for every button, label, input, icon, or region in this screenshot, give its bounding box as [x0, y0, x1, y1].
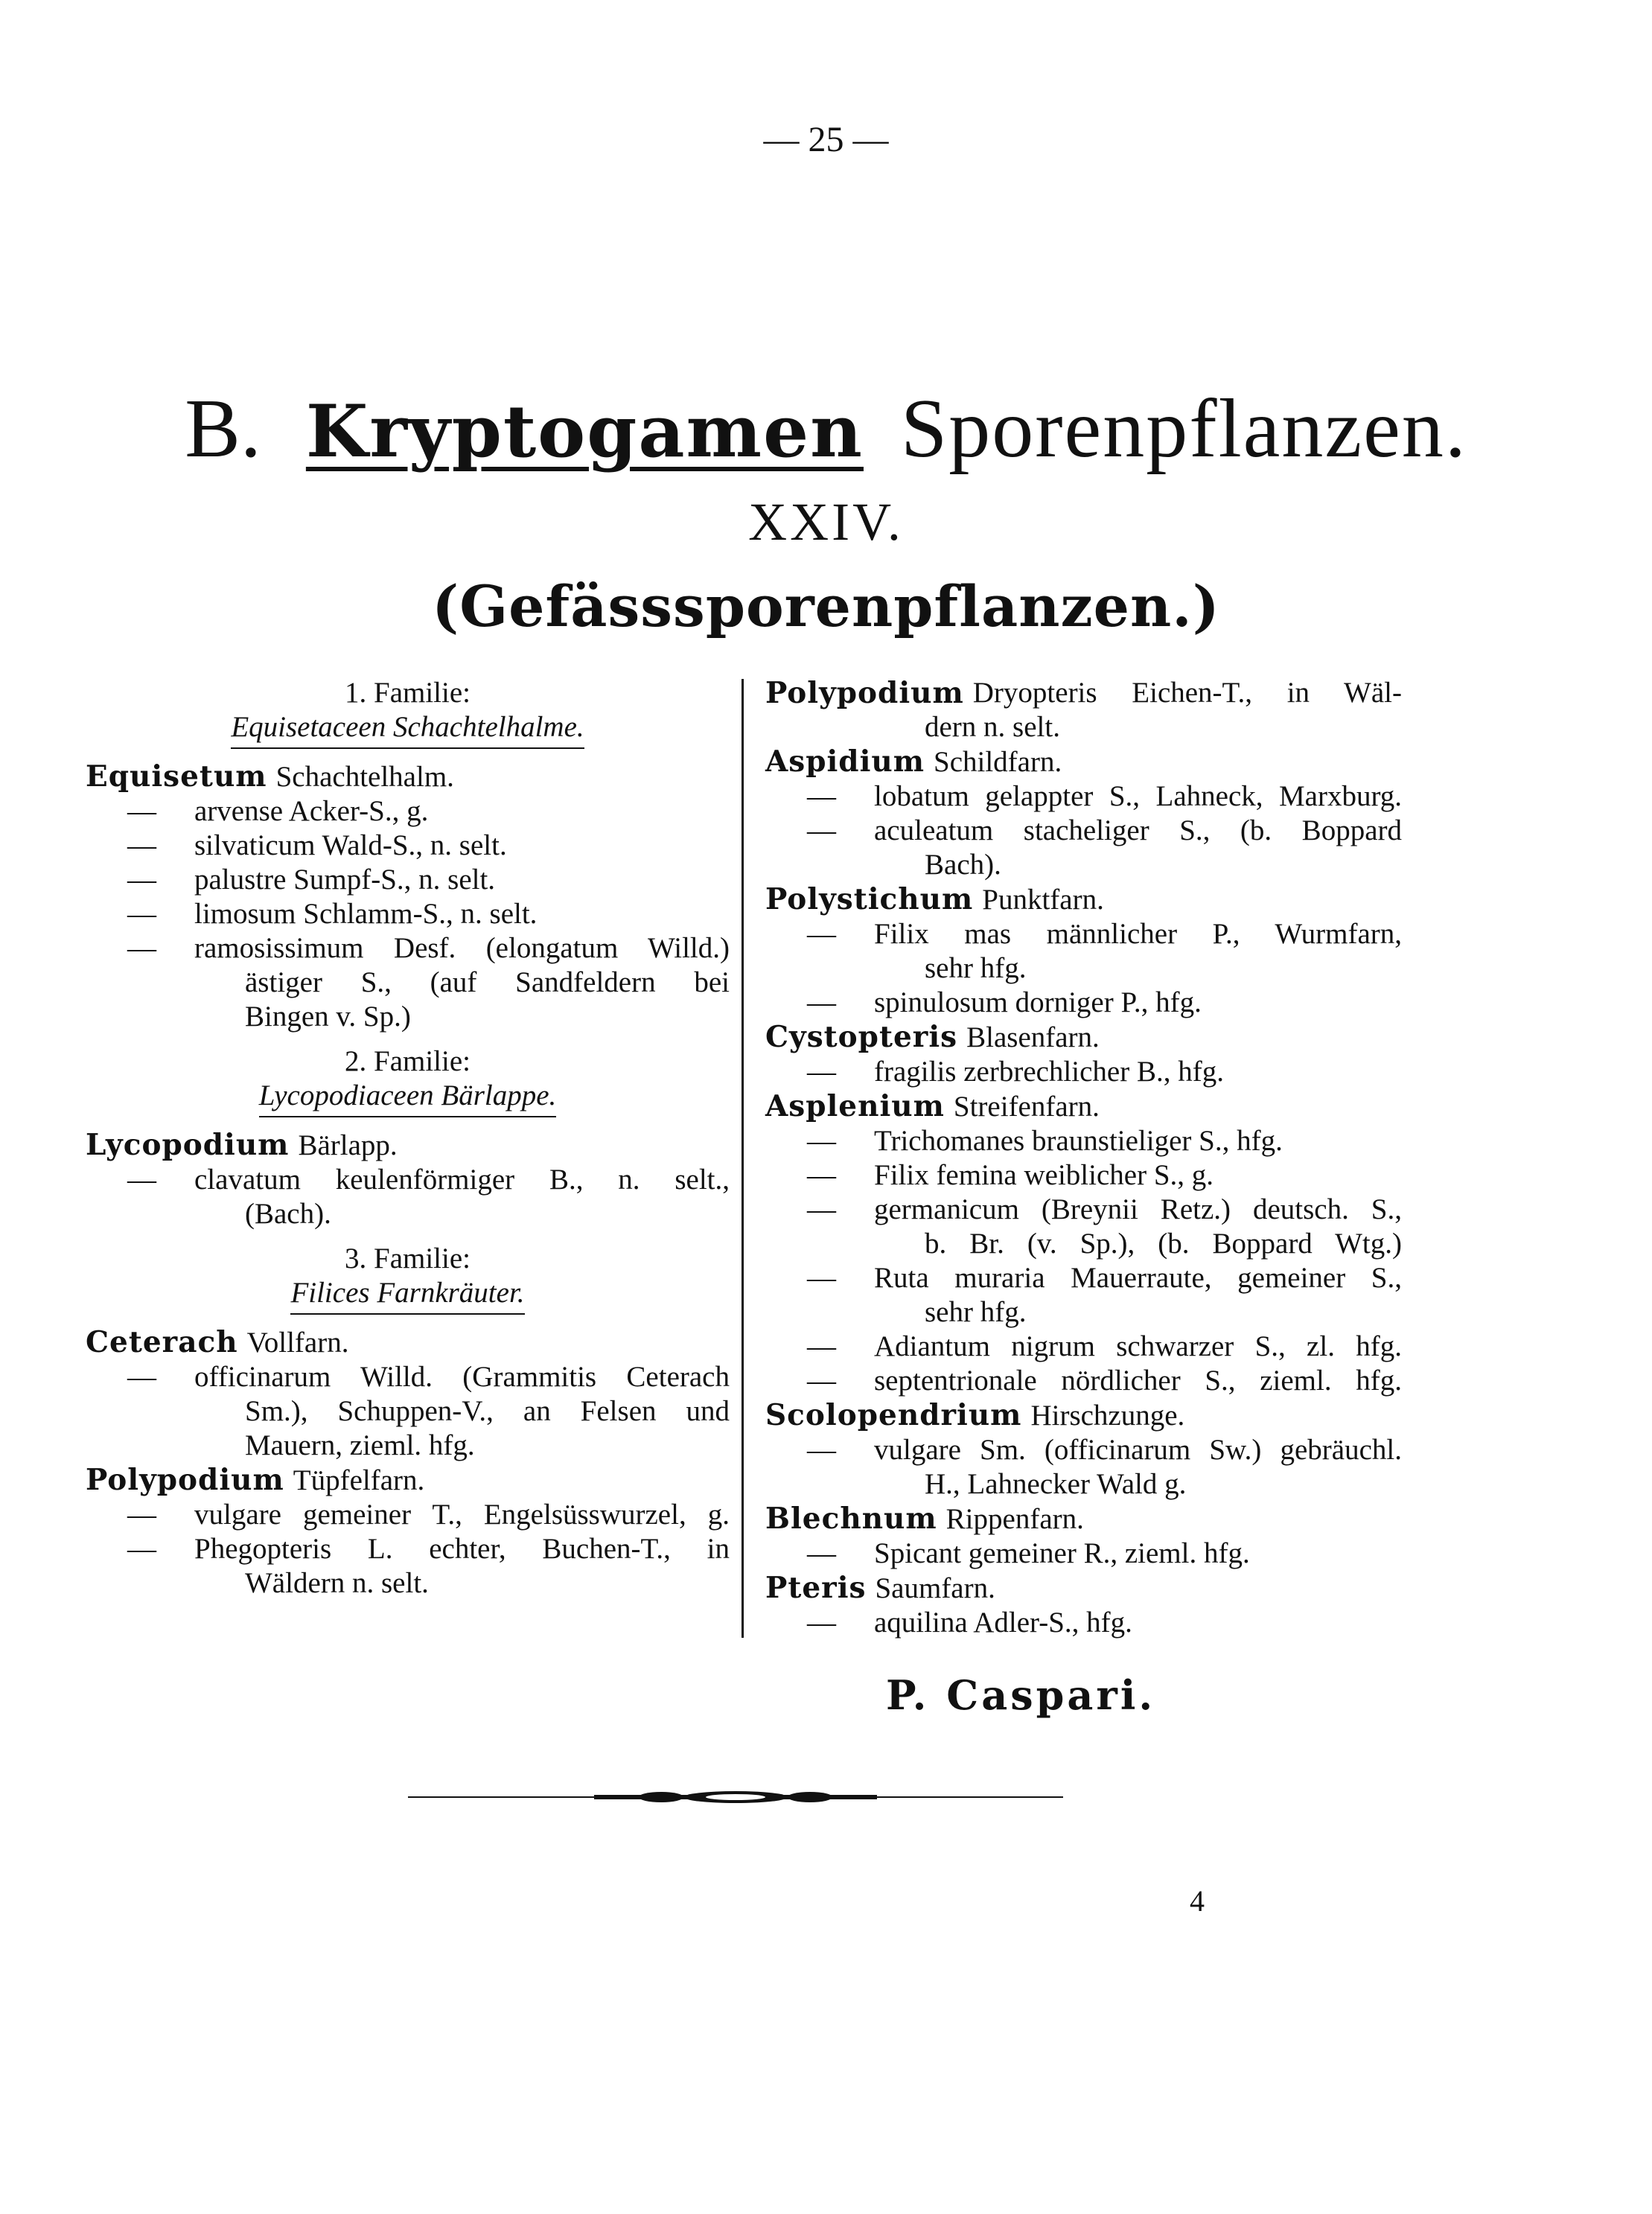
species-line: — Filix mas männlicher P., Wurmfarn,: [807, 918, 1402, 950]
continuation-line: Bach).: [925, 849, 1001, 881]
genus-entry: Blechnum Rippenfarn.: [765, 1502, 1084, 1536]
genus-common: Vollfarn.: [246, 1327, 349, 1359]
genus-entry: Scolopendrium Hirschzunge.: [765, 1398, 1185, 1432]
genus-entry: [86, 1325, 730, 1360]
species-line: — lobatum gelappter S., Lahneck, Marxburg.: [807, 780, 1402, 812]
species-line: — Spicant gemeiner R., zieml. hfg.: [807, 1537, 1250, 1569]
continuation-line: H., Lahnecker Wald g.: [925, 1468, 1187, 1500]
family-name: Filices Farnkräuter.: [86, 1276, 730, 1315]
genus-entry: Asplenium Streifenfarn.: [765, 1089, 1100, 1123]
genus-common: Bärlapp.: [298, 1129, 398, 1161]
family-name: Lycopodiaceen Bärlappe.: [86, 1079, 730, 1117]
genus-entry: [86, 1463, 730, 1498]
genus-entry: Cystopteris Blasenfarn.: [765, 1020, 1100, 1054]
continuation-line: (Bach).: [245, 1198, 331, 1230]
section-number: XXIV.: [748, 492, 904, 552]
right-column: [765, 676, 1402, 1640]
species-line: — vulgare gemeiner T., Engelsüsswurzel, g.: [127, 1499, 730, 1531]
title-fraktur: Kryptogamen: [305, 389, 864, 473]
species-line: — Adiantum nigrum schwarzer S., zl. hfg.: [807, 1330, 1402, 1362]
genus-name: Cystopteris: [765, 1020, 958, 1054]
species-line: — aquilina Adler-S., hfg.: [807, 1607, 1132, 1639]
title-letter: B.: [185, 383, 261, 475]
page-title: [0, 383, 1652, 475]
species-line: — palustre Sumpf-S., n. selt.: [127, 864, 496, 896]
continuation-line: Wäldern n. selt.: [245, 1567, 429, 1599]
species-line: — fragilis zerbrechlicher B., hfg.: [807, 1056, 1224, 1088]
species-line: — officinarum Willd. (Grammitis Ceterach: [127, 1361, 730, 1393]
genus-entry: Polystichum Punktfarn.: [765, 882, 1104, 916]
title-plain: Sporenpflanzen.: [900, 383, 1467, 475]
column-divider: [742, 679, 744, 1638]
family-heading: 2. Familie:: [345, 1045, 471, 1077]
folio-number: 4: [1190, 1884, 1205, 1918]
genus-name: Aspidium: [765, 744, 925, 779]
genus-name: Ceterach: [86, 1325, 238, 1359]
genus-entry: Aspidium Schildfarn.: [765, 744, 1062, 779]
species-line: — clavatum keulenförmiger B., n. selt.,: [127, 1164, 730, 1196]
continuation-line: Bingen v. Sp.): [245, 1001, 411, 1033]
genus-name: Pteris: [765, 1571, 867, 1605]
species-line: — Phegopteris L. echter, Buchen-T., in: [127, 1533, 730, 1565]
continuation-line: ästiger S., (auf Sandfeldern bei: [245, 966, 730, 998]
continuation-line: Sm.), Schuppen-V., an Felsen und: [245, 1395, 730, 1427]
genus-entry: [86, 759, 730, 794]
left-column: [86, 676, 730, 1601]
continuation-line: sehr hfg.: [925, 1296, 1027, 1328]
continuation-line: Mauern, zieml. hfg.: [245, 1429, 475, 1461]
family-heading: 3. Familie:: [345, 1242, 471, 1275]
species-line: — ramosissimum Desf. (elongatum Willd.): [127, 932, 730, 964]
genus-common: Tüpfelfarn.: [293, 1464, 425, 1496]
genus-name: Asplenium: [765, 1089, 945, 1123]
genus-name: Polypodium: [765, 676, 964, 710]
species-line: — Trichomanes braunstieliger S., hfg.: [807, 1125, 1283, 1157]
genus-name: Blechnum: [765, 1502, 937, 1536]
continuation-line: sehr hfg.: [925, 952, 1027, 984]
ornament-rule: [408, 1790, 1063, 1805]
species-line: — limosum Schlamm-S., n. selt.: [127, 898, 538, 930]
species-line: — septentrionale nördlicher S., zieml. hfg.: [807, 1365, 1402, 1397]
continuation-line: dern n. selt.: [925, 711, 1060, 743]
species-line: — Filix femina weiblicher S., g.: [807, 1159, 1214, 1191]
page-number: — 25 —: [763, 120, 889, 159]
genus-entry: Pteris Saumfarn.: [765, 1571, 995, 1605]
genus-name: Polypodium: [86, 1463, 284, 1497]
genus-name: Equisetum: [86, 759, 267, 794]
species-line: — aculeatum stacheliger S., (b. Boppard: [807, 814, 1402, 846]
genus-entry: Polypodium Dryopteris Eichen-T., in Wäl-: [765, 676, 1402, 710]
subtitle: (Gefässsporenpflanzen.): [432, 573, 1220, 639]
continuation-line: b. Br. (v. Sp.), (b. Boppard Wtg.): [925, 1228, 1402, 1260]
genus-name: Scolopendrium: [765, 1398, 1022, 1432]
species-line: — vulgare Sm. (officinarum Sw.) gebräuchl.: [807, 1434, 1402, 1466]
genus-name: Polystichum: [765, 882, 974, 916]
species-line: — spinulosum dorniger P., hfg.: [807, 986, 1202, 1018]
author-signature: P. Caspari.: [886, 1671, 1156, 1719]
genus-entry: [86, 1128, 730, 1163]
species-line: — silvaticum Wald-S., n. selt.: [127, 829, 507, 861]
family-name: Equisetaceen Schachtelhalme.: [86, 710, 730, 749]
family-heading: 1. Familie:: [345, 677, 471, 709]
species-line: — arvense Acker-S., g.: [127, 795, 429, 827]
genus-common: Schachtelhalm.: [275, 761, 454, 793]
species-line: — Ruta muraria Mauerraute, gemeiner S.,: [807, 1262, 1402, 1294]
genus-name: Lycopodium: [86, 1128, 290, 1162]
species-line: — germanicum (Breynii Retz.) deutsch. S.,: [807, 1193, 1402, 1225]
